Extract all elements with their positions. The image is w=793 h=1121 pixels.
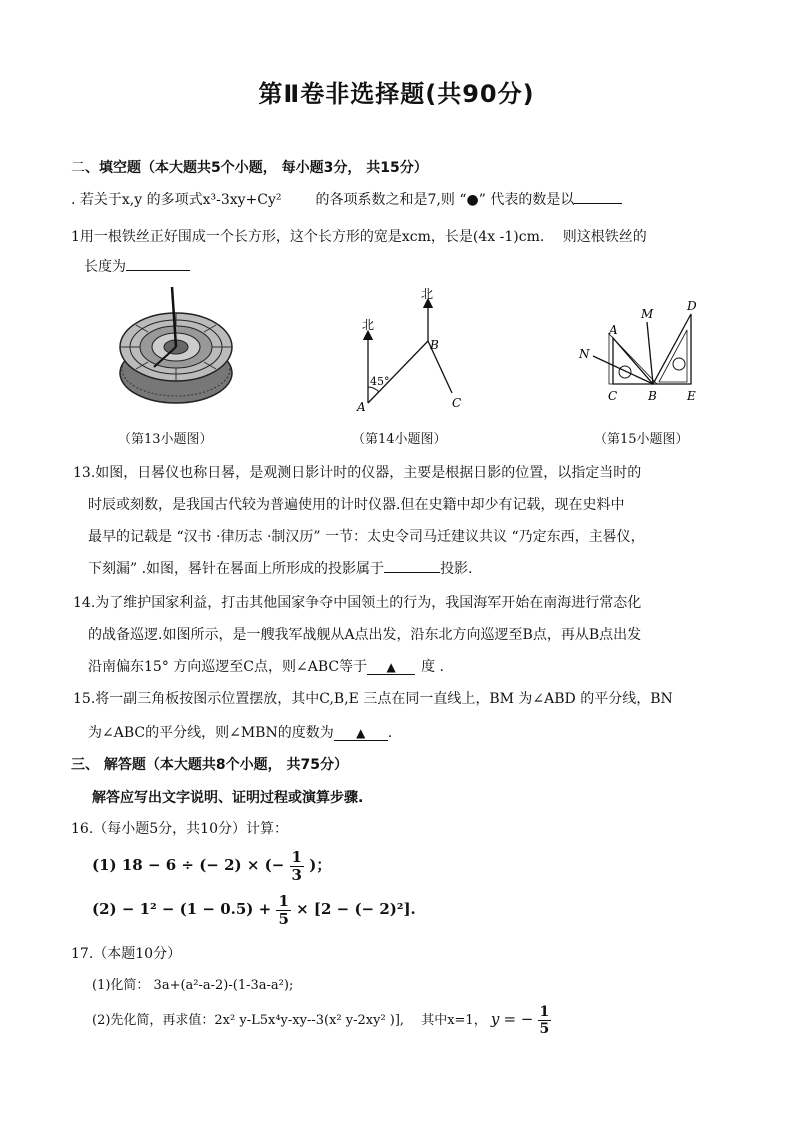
question-17-part2 <box>92 1002 551 1036</box>
question-14-line3 <box>88 656 444 676</box>
q17-p2-equals: = − <box>503 1010 534 1028</box>
north-label-b: 北 <box>421 287 434 301</box>
q14-answer-blank[interactable]: ▲ <box>367 660 415 675</box>
question-16-part1 <box>92 848 331 882</box>
point-e-label: E <box>687 389 696 403</box>
triangle-hole-right <box>673 358 685 370</box>
q17-p2-numerator: 1 <box>539 1004 550 1020</box>
question-13-line2: 时辰或刻数，是我国古代较为普遍使用的计时仪器.但在史籍中却少有记载，现在史料中 <box>88 497 625 513</box>
caption-figure-14: （第14小题图） <box>352 432 447 447</box>
section3-note: 解答应写出文字说明、证明过程或演算步骤. <box>92 790 364 806</box>
point-b-label: B <box>430 338 439 352</box>
triangle-hole-left <box>619 366 631 378</box>
point-c-label: C <box>608 389 618 403</box>
section2-title: 、填空题 <box>85 160 141 176</box>
path-ab <box>368 341 428 403</box>
point-m-label: M <box>641 307 654 321</box>
question-15-line2 <box>88 722 392 742</box>
q13-line4-end: 投影. <box>440 561 473 577</box>
q16-p1-end: )； <box>309 856 332 874</box>
q16-p2-fraction <box>276 891 290 928</box>
q17-p2-fraction <box>538 1005 552 1036</box>
navigation-figure <box>352 285 472 415</box>
q12-part1: . 若关于x,y 的多项式x³-3xy+Cy² <box>71 192 282 208</box>
q17-p2-variable: y <box>490 1010 500 1028</box>
point-n-label: N <box>579 347 590 361</box>
q12-part2: 的各项系数之和是7,则 “●” 代表的数是以 <box>315 192 575 208</box>
north-label-a: 北 <box>362 318 375 332</box>
q15-line2-text: 为∠ABC的平分线，则∠MBN的度数为 <box>88 725 334 741</box>
caption-figure-13: （第13小题图） <box>118 432 213 447</box>
triangle-dbe-inner <box>659 330 687 382</box>
q16-p2-denominator: 5 <box>278 909 289 928</box>
question-13-line4 <box>88 558 473 578</box>
question-15-line1: 15.将一副三角板按图示位置摆放，其中C,B,E 三点在同一直线上，BM 为∠ABD 的平分线，BN <box>73 691 673 707</box>
section3-heading: 三、 解答题（本大题共8个小题， 共75分） <box>71 757 348 773</box>
q16-p1-numerator: 1 <box>291 847 302 866</box>
q16-p1-fraction <box>290 847 304 884</box>
set-squares-figure <box>575 298 715 408</box>
section2-heading <box>71 157 428 177</box>
q11-answer-blank[interactable] <box>126 256 190 271</box>
section2-detail: （本大题共5个小题， 每小题3分， 共15分） <box>141 160 428 176</box>
q16-p2-end: × [2 − (− 2)²]. <box>296 900 416 918</box>
question-13-line3: 最早的记载是 “汉书 ·律历志 ·制汉历” 一节：太史令司马迁建议共议 “乃定东西，主晷仪， <box>88 529 645 545</box>
q17-p2-text: (2)先化简，再求值：2x² y-L5x⁴y-xy--3(x² y-2xy² )], 其中x=1， <box>92 1013 487 1028</box>
q14-line3-end: 度 . <box>421 659 444 675</box>
question-16-part2 <box>92 892 416 926</box>
question-11-line2 <box>84 256 190 276</box>
q13-answer-blank[interactable] <box>384 558 440 573</box>
point-a-label: A <box>609 323 618 337</box>
point-c-label: C <box>452 396 462 410</box>
question-11-line1: 1用一根铁丝正好围成一个长方形，这个长方形的宽是xcm，长是(4x -1)cm. 则这根铁丝的 <box>71 229 647 245</box>
point-b-label: B <box>648 389 657 403</box>
caption-figure-15: （第15小题图） <box>594 432 689 447</box>
question-13-line1: 13.如图，日晷仪也称日晷，是观测日影计时的仪器，主要是根据日影的位置，以指定当时的 <box>73 465 642 481</box>
question-17-head: 17.（本题10分） <box>71 946 182 962</box>
q15-line2-end: . <box>387 725 393 741</box>
section2-prefix: 二 <box>71 160 85 176</box>
q11-line2-text: 长度为 <box>84 259 126 275</box>
point-d-label: D <box>687 299 697 313</box>
question-16-head: 16.（每小题5分，共10分）计算： <box>71 821 288 837</box>
question-14-line2: 的战备巡逻.如图所示，是一艘我军战舰从A点出发，沿东北方向巡逻至B点，再从B点出发 <box>88 627 642 643</box>
q12-answer-blank[interactable] <box>574 189 622 204</box>
page-title: 第Ⅱ卷非选择题(共90分) <box>258 80 535 108</box>
question-14-line1: 14.为了维护国家利益，打击其他国家争夺中国领土的行为，我国海军开始在南海进行常态化 <box>73 595 642 611</box>
q16-p1-denominator: 3 <box>291 865 302 884</box>
q14-line3-text: 沿南偏东15° 方向巡逻至C点，则∠ABC等于 <box>88 659 368 675</box>
triangle-abc-outer <box>609 334 657 384</box>
q15-answer-blank[interactable]: ▲ <box>334 726 388 741</box>
q17-p2-denominator: 5 <box>539 1021 550 1037</box>
question-17-part1: (1)化简： 3a+(a²-a-2)-(1-3a-a²); <box>92 978 294 993</box>
q16-p2-expr: (2) − 1² − (1 − 0.5) + <box>92 900 272 918</box>
triangle-dbe <box>653 314 691 384</box>
question-12 <box>71 189 622 209</box>
q16-p1-expr: (1) 18 − 6 ÷ (− 2) × (− <box>92 856 285 874</box>
point-a-label: A <box>357 400 366 414</box>
q16-p2-numerator: 1 <box>278 891 289 910</box>
angle-label: 45° <box>370 375 390 388</box>
q13-line4-text: 下刻漏” .如图，晷针在晷面上所形成的投影属于 <box>88 561 385 577</box>
sundial-figure <box>112 285 240 413</box>
